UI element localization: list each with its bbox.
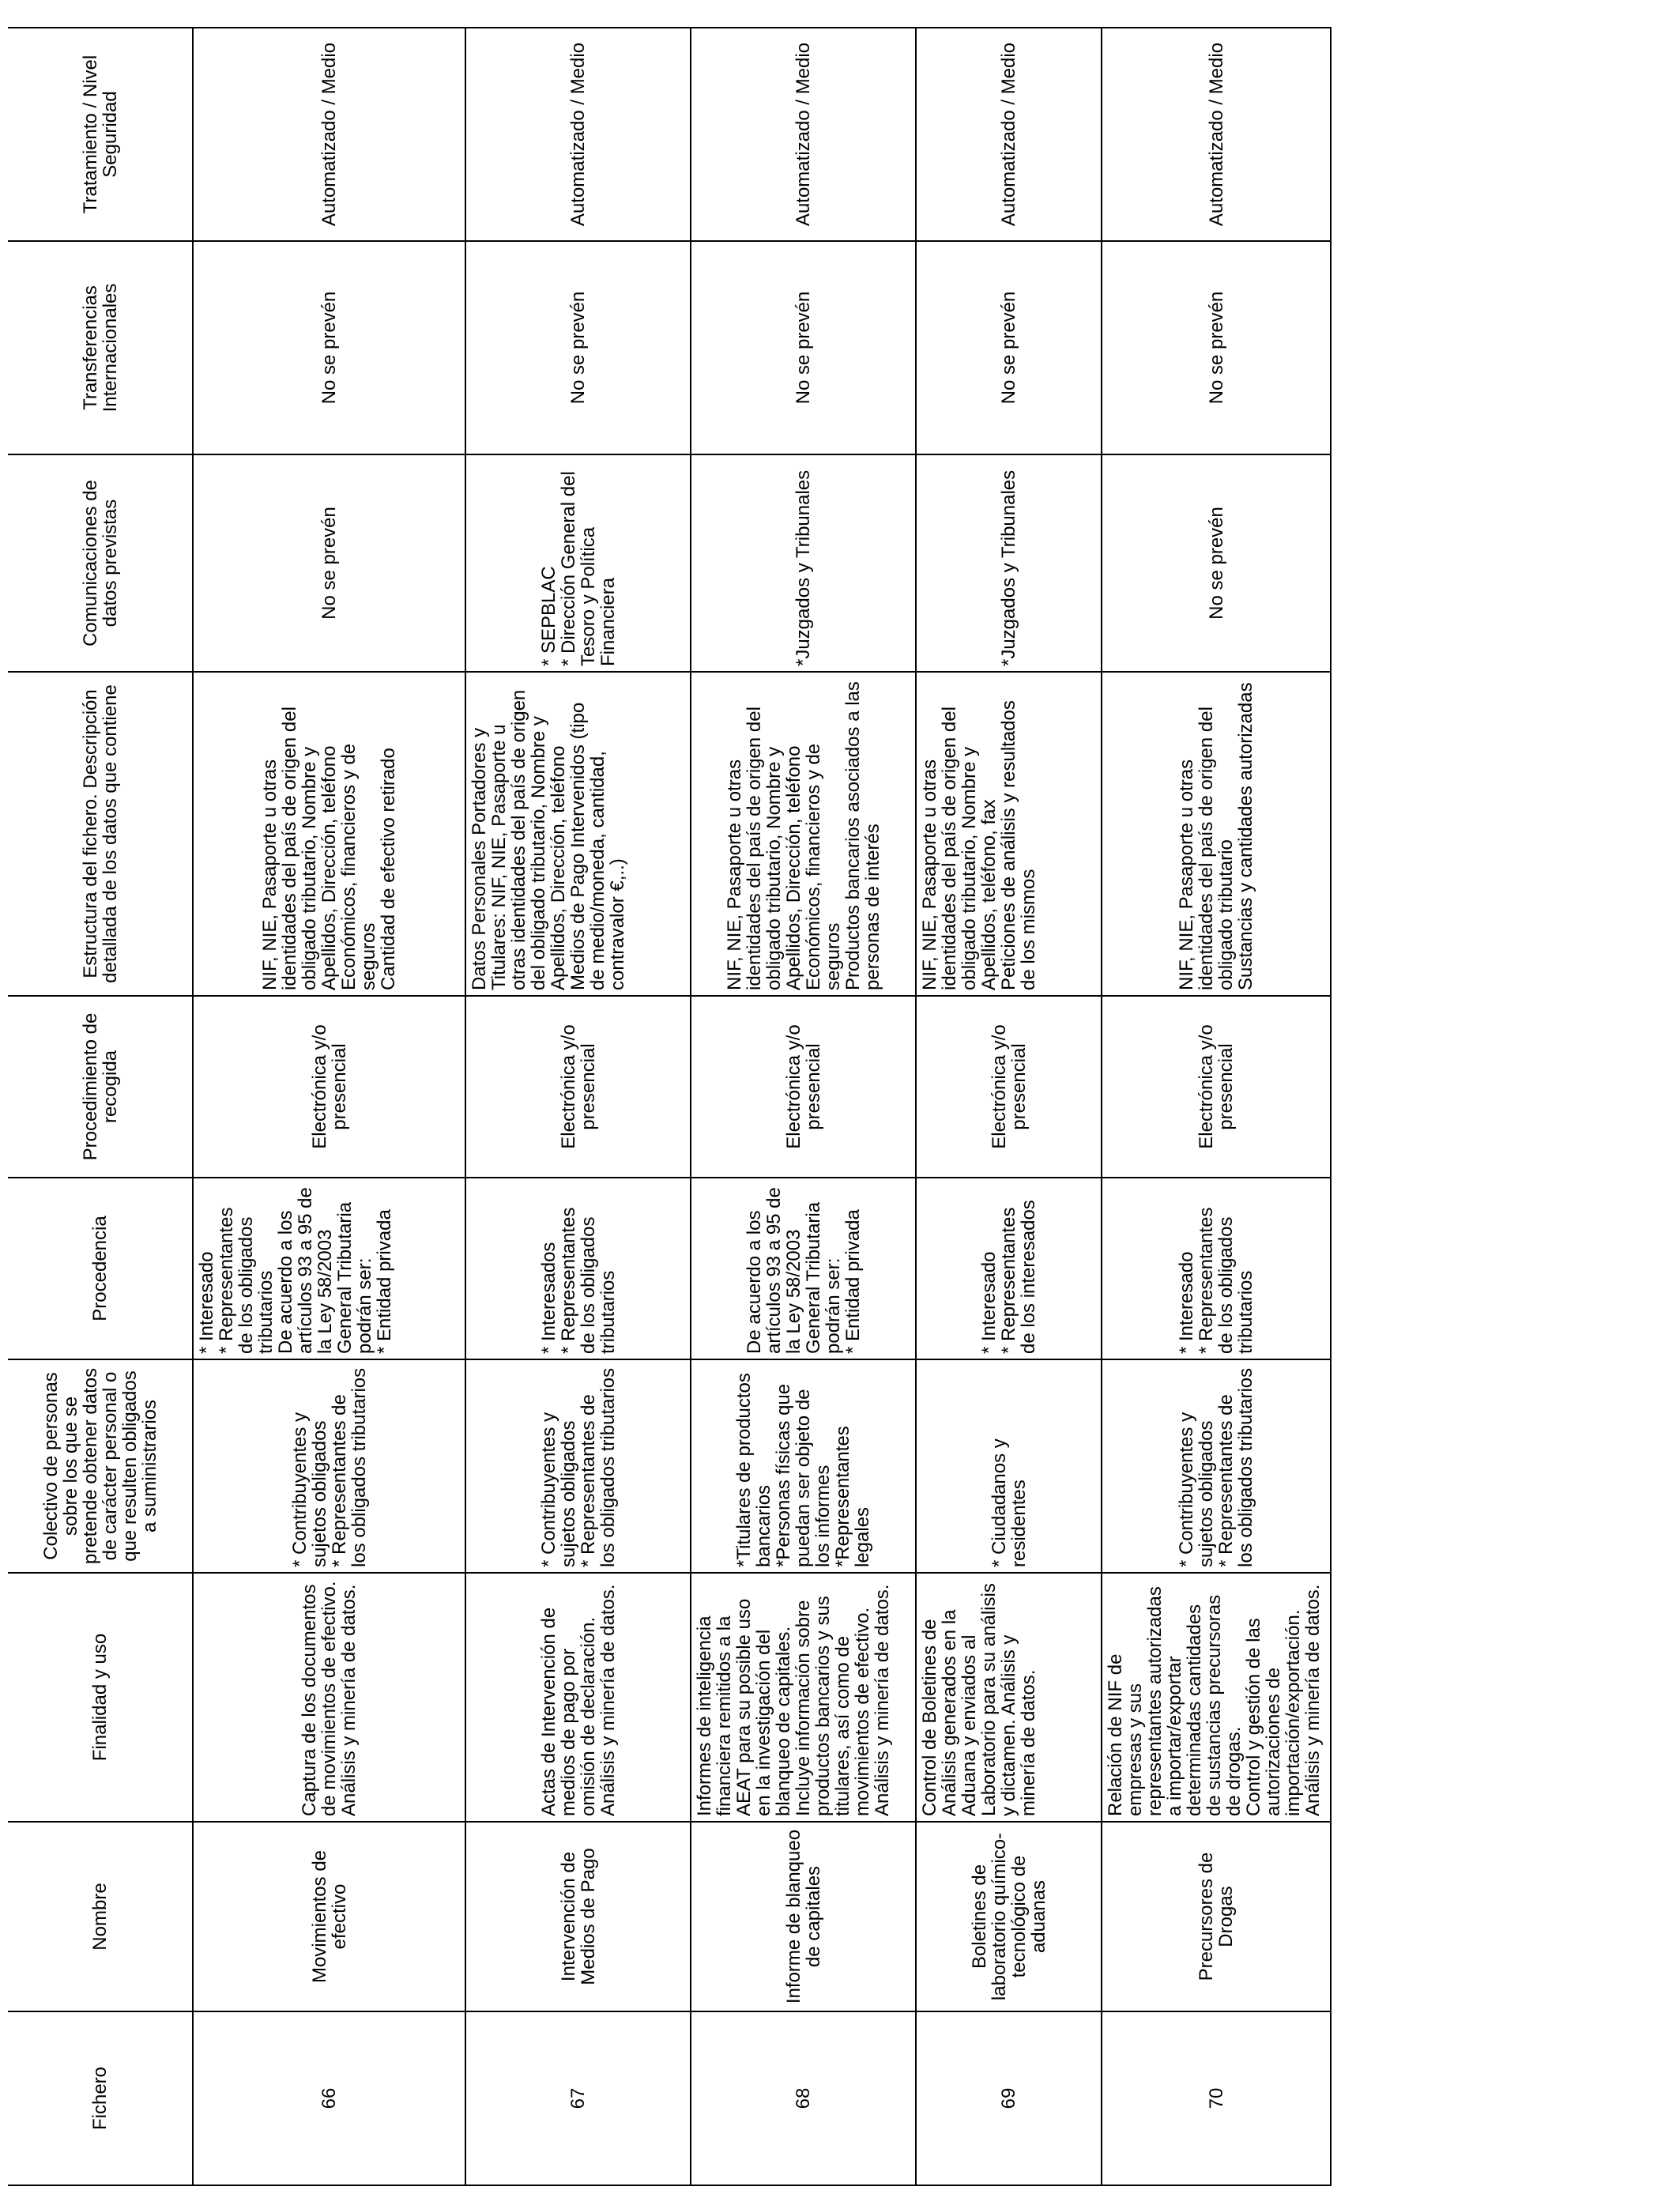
cell-estructura: Datos Personales Portadores y Titulares: NIF, NIE, Pasaporte u otras identidades del país de origen del obligado tributario, Nombre y Apellidos, Dirección, teléfono Medios de Pago Intervenidos (tipo de medio/moneda, cantidad, contravalor €,..) — [466, 671, 691, 995]
cell-procedencia: * Interesado * Representantes de los obligados tributarios De acuerdo a los artículos 93 a 95 de la Ley 58/2003 General Tributaria podrán ser: * Entidad privada — [194, 1177, 466, 1359]
cell-recogida: Electrónica y/o presencial — [691, 995, 917, 1177]
cell-finalidad: Captura de los documentos de movimientos de efectivo. Análisis y minería de datos. — [194, 1572, 466, 1821]
cell-nombre: Precursores de Drogas — [1102, 1821, 1332, 2011]
cell-nombre: Movimientos de efectivo — [194, 1821, 466, 2011]
cell-estructura: NIF, NIE, Pasaporte u otras identidades del país de origen del obligado tributario, Nombre y Apellidos, Dirección, teléfono Económicos, financieros y de seguros Cantidad de efectivo retirado — [194, 671, 466, 995]
cell-colectivo: * Contribuyentes y sujetos obligados * Representantes de los obligados tributarios — [194, 1359, 466, 1572]
cell-finalidad: Actas de Intervención de medios de pago por omisión de declaración. Análisis y minería de datos. — [466, 1572, 691, 1821]
cell-tratamiento: Automatizado / Medio — [466, 27, 691, 240]
cell-procedencia: De acuerdo a los artículos 93 a 95 de la Ley 58/2003 General Tributaria podrán ser: * Entidad privada — [691, 1177, 917, 1359]
header-procedencia: Procedencia — [8, 1177, 194, 1359]
cell-procedencia: * Interesado * Representantes de los interesados — [917, 1177, 1102, 1359]
cell-colectivo: * Contribuyentes y sujetos obligados * Representantes de los obligados tributarios — [466, 1359, 691, 1572]
cell-finalidad: Relación de NIF de empresas y sus representantes autorizadas a importar/exportar determinadas cantidades de sustancias precursoras de drogas. Control y gestión de las autorizaciones de importación/exportación. Análisis y minería de datos. — [1102, 1572, 1332, 1821]
cell-finalidad: Informes de inteligencia financiera remitidos a la AEAT para su posible uso en la investigación del blanqueo de capitales. Incluye información sobre productos bancarios y sus titulares, así como de movimientos de efectivo. Análisis y minería de datos. — [691, 1572, 917, 1821]
cell-tratamiento: Automatizado / Medio — [917, 27, 1102, 240]
cell-transferencias: No se prevén — [1102, 240, 1332, 454]
cell-transferencias: No se prevén — [466, 240, 691, 454]
cell-comunicaciones: No se prevén — [194, 454, 466, 671]
files-table — [8, 27, 1332, 2186]
cell-transferencias: No se prevén — [691, 240, 917, 454]
cell-procedencia: * Interesados * Representantes de los obligados tributarios — [466, 1177, 691, 1359]
cell-recogida: Electrónica y/o presencial — [466, 995, 691, 1177]
cell-estructura: NIF, NIE, Pasaporte u otras identidades del país de origen del obligado tributario Sustancias y cantidades autorizadas — [1102, 671, 1332, 995]
cell-fichero: 68 — [691, 2011, 917, 2185]
header-transferencias: Transferencias Internacionales — [8, 240, 194, 454]
cell-colectivo: * Ciudadanos y residentes — [917, 1359, 1102, 1572]
cell-nombre: Boletines de laboratorio químico-tecnológico de aduanas — [917, 1821, 1102, 2011]
header-nombre: Nombre — [8, 1821, 194, 2011]
header-estructura: Estructura del fichero. Descripción detallada de los datos que contiene — [8, 671, 194, 995]
cell-comunicaciones: *Juzgados y Tribunales — [917, 454, 1102, 671]
cell-fichero: 66 — [194, 2011, 466, 2185]
header-tratamiento: Tratamiento / Nivel Seguridad — [8, 27, 194, 240]
cell-transferencias: No se prevén — [194, 240, 466, 454]
cell-estructura: NIF, NIE, Pasaporte u otras identidades del país de origen del obligado tributario, Nombre y Apellidos, teléfono, fax Peticiones de análisis y resultados de los mismos — [917, 671, 1102, 995]
cell-comunicaciones: No se prevén — [1102, 454, 1332, 671]
cell-transferencias: No se prevén — [917, 240, 1102, 454]
cell-fichero: 67 — [466, 2011, 691, 2185]
cell-comunicaciones: * SEPBLAC * Dirección General del Tesoro y Política Financiera — [466, 454, 691, 671]
cell-recogida: Electrónica y/o presencial — [1102, 995, 1332, 1177]
cell-tratamiento: Automatizado / Medio — [691, 27, 917, 240]
cell-recogida: Electrónica y/o presencial — [194, 995, 466, 1177]
header-recogida: Procedimiento de recogida — [8, 995, 194, 1177]
header-comunicaciones: Comunicaciones de datos previstas — [8, 454, 194, 671]
cell-fichero: 69 — [917, 2011, 1102, 2185]
cell-nombre: Informe de blanqueo de capitales — [691, 1821, 917, 2011]
cell-tratamiento: Automatizado / Medio — [194, 27, 466, 240]
cell-colectivo: * Contribuyentes y sujetos obligados * Representantes de los obligados tributarios — [1102, 1359, 1332, 1572]
cell-fichero: 70 — [1102, 2011, 1332, 2185]
cell-comunicaciones: *Juzgados y Tribunales — [691, 454, 917, 671]
rotated-table-page — [0, 5, 1339, 2194]
cell-procedencia: * Interesado * Representantes de los obligados tributarios — [1102, 1177, 1332, 1359]
cell-nombre: Intervención de Medios de Pago — [466, 1821, 691, 2011]
cell-recogida: Electrónica y/o presencial — [917, 995, 1102, 1177]
header-finalidad: Finalidad y uso — [8, 1572, 194, 1821]
cell-estructura: NIF, NIE, Pasaporte u otras identidades del país de origen del obligado tributario, Nombre y Apellidos, Dirección, teléfono Económicos, financieros y de seguros Productos bancarios asociados a las personas de interés — [691, 671, 917, 995]
cell-tratamiento: Automatizado / Medio — [1102, 27, 1332, 240]
header-colectivo: Colectivo de personas sobre los que se pretende obtener datos de carácter personal o que resulten obligados a suministrarios — [8, 1359, 194, 1572]
cell-finalidad: Control de Boletines de Análisis generados en la Aduana y enviados al Laboratorio para su análisis y dictamen. Análisis y minería de datos. — [917, 1572, 1102, 1821]
header-fichero: Fichero — [8, 2011, 194, 2185]
cell-colectivo: *Titulares de productos bancarios *Personas físicas que puedan ser objeto de los informes *Representantes legales — [691, 1359, 917, 1572]
